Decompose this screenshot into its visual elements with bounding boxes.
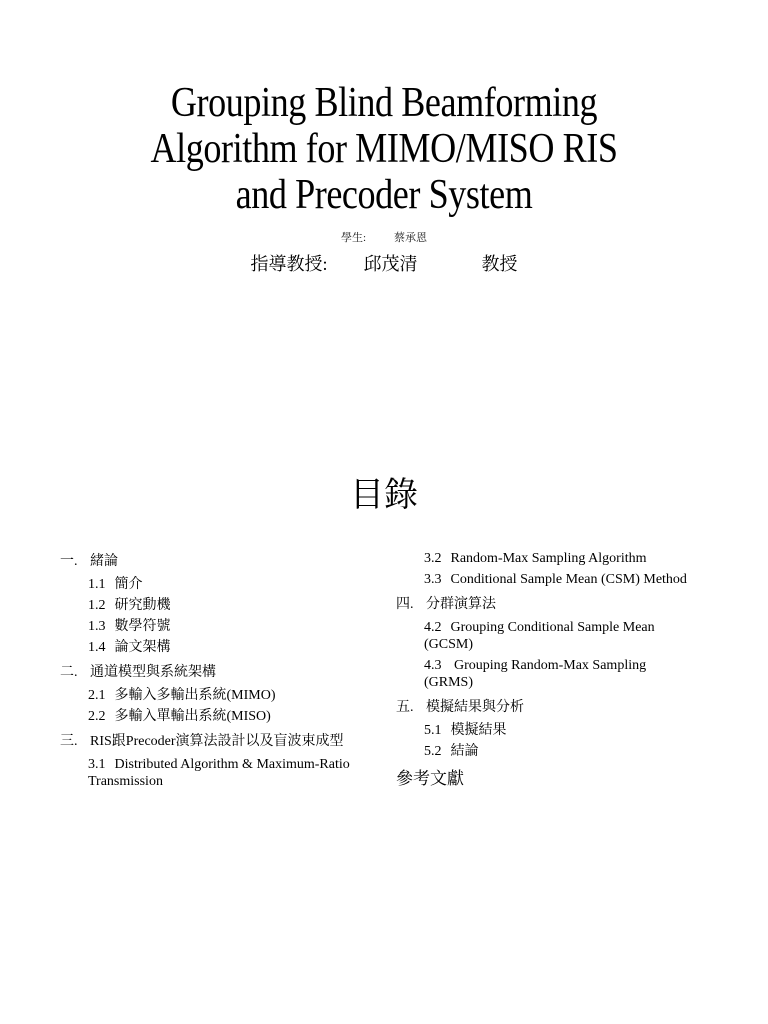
section-number: 4.2 [424,620,442,635]
section-number: 3.2 [424,551,442,566]
toc-chapter [60,553,380,570]
toc-left-column [60,553,380,794]
chapter-number: 一. [60,554,78,569]
toc-chapter [396,699,726,716]
toc-chapter [60,664,380,681]
section-title: 簡介 [114,577,143,592]
section-number: 3.3 [424,572,442,587]
student-name: 蔡承恩 [394,232,428,244]
section-title: 研究動機 [114,598,171,613]
chapter-title: 通道模型與系統架構 [90,665,216,680]
toc-section [424,619,684,653]
section-title: 論文架構 [114,640,171,655]
section-number: 3.1 [88,757,106,772]
toc-section [424,657,684,691]
advisor-rank: 教授 [481,254,518,274]
toc-references [396,770,726,787]
section-number: 1.2 [88,598,106,613]
section-title: Random-Max Sampling Algorithm [450,551,647,566]
section-title: 多輸入單輸出系統(MISO) [114,709,271,724]
section-number: 2.1 [88,688,106,703]
section-number: 1.1 [88,577,106,592]
section-title: Grouping Conditional Sample Mean (GCSM) [424,620,655,652]
toc-chapter [396,596,726,613]
advisor-line [0,250,768,276]
student-label: 學生: [340,232,367,244]
references-title: 參考文獻 [396,769,464,788]
toc-section [88,708,380,725]
student-line [0,229,768,245]
chapter-number: 三. [60,734,78,749]
section-number: 5.1 [424,723,442,738]
section-number: 5.2 [424,744,442,759]
toc-heading: 目錄 [350,477,418,514]
toc-section [88,597,380,614]
chapter-number: 二. [60,665,78,680]
toc-right-column [396,550,726,793]
chapter-title: 緒論 [90,554,118,569]
section-title: Grouping Random-Max Sampling (GRMS) [424,658,647,690]
section-title: 多輸入多輸出系統(MIMO) [114,688,276,703]
section-title: 模擬結果 [450,723,507,738]
title-line-2: Algorithm for MIMO/MISO RIS [150,126,618,172]
chapter-number: 五. [396,700,414,715]
toc-section [424,743,726,760]
section-number: 2.2 [88,709,106,724]
toc-section [88,639,380,656]
section-number: 1.4 [88,640,106,655]
toc-section [424,550,726,567]
chapter-title: 分群演算法 [426,597,496,612]
chapter-title: RIS跟Precoder演算法設計以及盲波束成型 [90,734,344,749]
advisor-name: 邱茂清 [363,254,418,274]
title-line-1: Grouping Blind Beamforming [170,80,598,126]
document-title [54,80,714,218]
toc-section [88,576,380,593]
toc-section [424,722,726,739]
section-number: 4.3 [424,658,442,673]
toc-section [88,756,378,790]
section-title: Distributed Algorithm & Maximum-Ratio Transmission [88,757,350,789]
section-title: 數學符號 [114,619,171,634]
title-line-3: and Precoder System [235,172,533,218]
toc-chapter [60,733,380,750]
chapter-title: 模擬結果與分析 [426,700,524,715]
section-title: Conditional Sample Mean (CSM) Method [450,572,687,587]
advisor-label: 指導教授: [250,254,328,274]
toc-section [424,571,726,588]
section-title: 結論 [450,744,479,759]
toc-section [88,687,380,704]
toc-section [88,618,380,635]
chapter-number: 四. [396,597,414,612]
section-number: 1.3 [88,619,106,634]
